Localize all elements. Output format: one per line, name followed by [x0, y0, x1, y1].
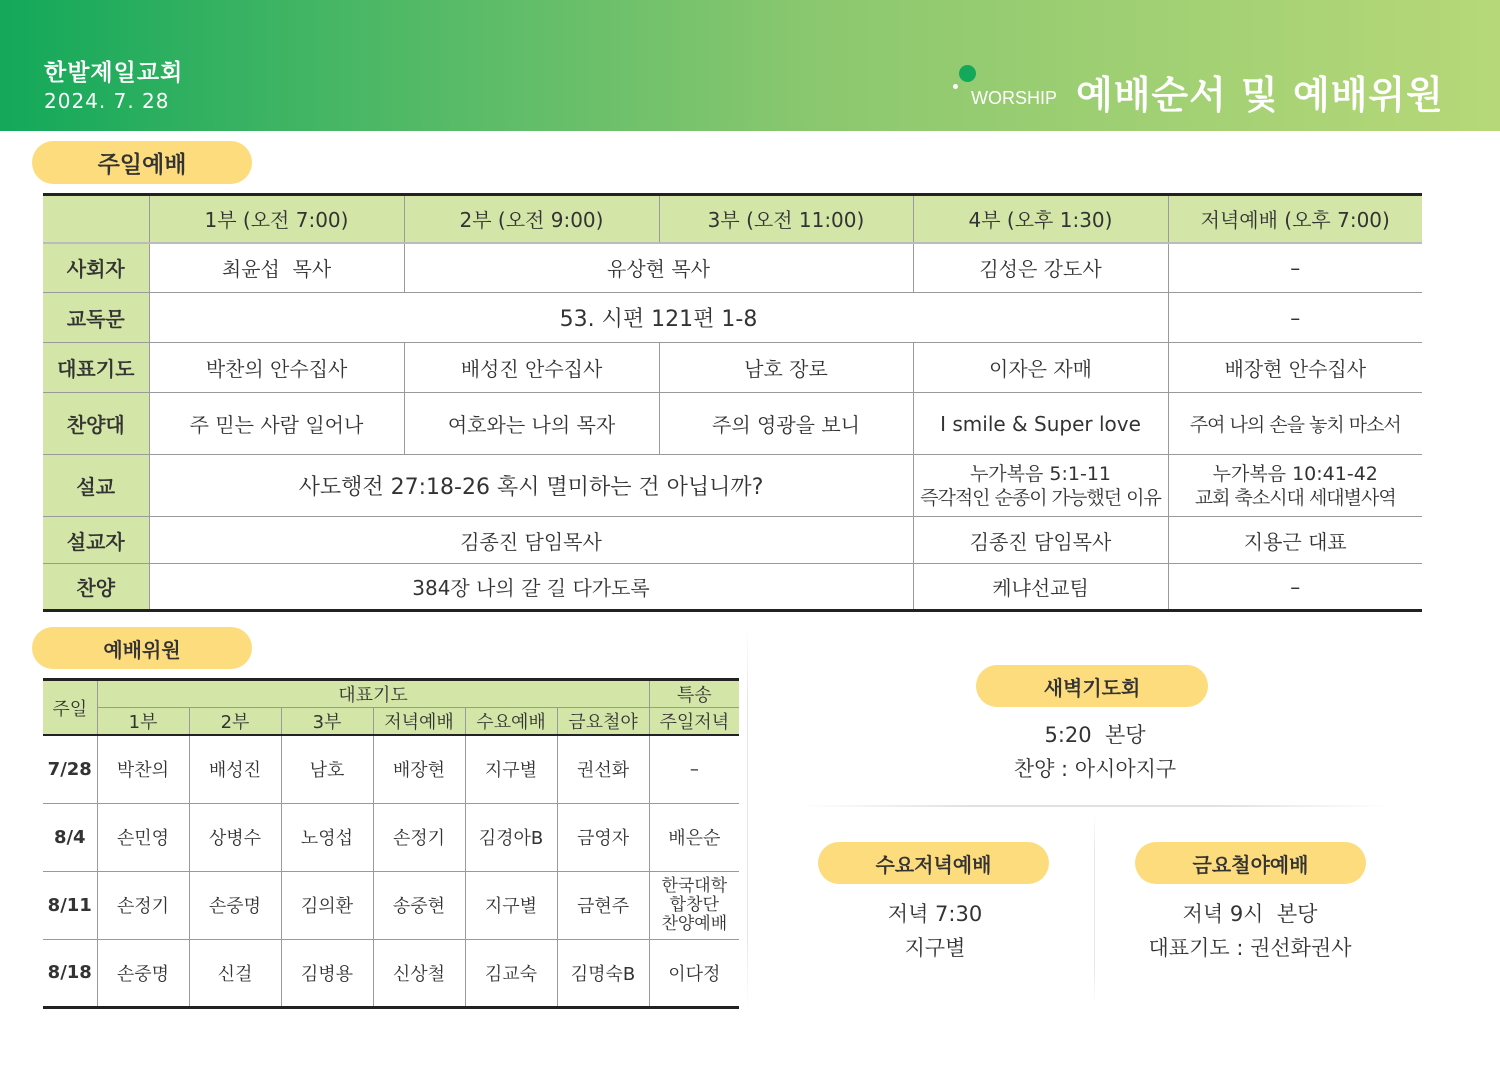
- table-cell: 금현주: [557, 871, 649, 939]
- white-dot-icon: [953, 84, 958, 89]
- sermon-title: 교회 축소시대 세대별사역: [1194, 486, 1396, 509]
- section-label-en: WORSHIP: [971, 88, 1058, 108]
- special-line: 합창단: [669, 894, 719, 915]
- table-row: [43, 455, 1422, 517]
- table-cell: –: [1168, 243, 1422, 293]
- column-header: 1부: [97, 708, 189, 736]
- table-cell: 김명숙B: [557, 939, 649, 1007]
- table-cell: 김병용: [281, 939, 373, 1007]
- table-row: [43, 564, 1422, 611]
- table-cell: 배장현 안수집사: [1168, 343, 1422, 393]
- table-cell: 김경아B: [465, 803, 557, 871]
- table-row: [43, 735, 739, 803]
- column-header: 2부 (오전 9:00): [404, 195, 659, 243]
- column-header: 주일저녁: [649, 708, 739, 736]
- table-cell: 여호와는 나의 목자: [404, 393, 659, 455]
- table-cell: 박찬의 안수집사: [149, 343, 404, 393]
- panel-divider: [747, 625, 748, 1010]
- table-cell: 유상현 목사: [404, 243, 913, 293]
- table-row: [43, 803, 739, 871]
- table-cell: 금영자: [557, 803, 649, 871]
- table-row: [43, 871, 739, 939]
- row-label: 사회자: [43, 243, 149, 293]
- table-cell: [649, 871, 739, 939]
- table-cell: 지용근 대표: [1168, 517, 1422, 564]
- table-cell: 남호: [281, 735, 373, 803]
- header-banner: [0, 0, 1500, 131]
- church-name: 한밭제일교회: [44, 60, 184, 86]
- friday-worship-heading: 금요철야예배: [1135, 842, 1366, 884]
- sermon-scripture: 누가복음 10:41-42: [1212, 462, 1378, 485]
- table-cell: 신걸: [189, 939, 281, 1007]
- friday-prayer: 대표기도 : 권선화권사: [1148, 936, 1352, 960]
- table-cell: 노영섭: [281, 803, 373, 871]
- table-cell: 손민영: [97, 803, 189, 871]
- column-header: 3부: [281, 708, 373, 736]
- row-label: 교독문: [43, 293, 149, 343]
- table-cell: 케냐선교팀: [913, 564, 1168, 611]
- column-header: 금요철야: [557, 708, 649, 736]
- dawn-prayer-heading: 새벽기도회: [976, 665, 1208, 707]
- date-cell: 7/28: [43, 735, 97, 803]
- table-cell: 지구별: [465, 735, 557, 803]
- table-cell: 이자은 자매: [913, 343, 1168, 393]
- row-label: 대표기도: [43, 343, 149, 393]
- committee-table: [43, 678, 739, 1009]
- wednesday-worship-heading: 수요저녁예배: [818, 842, 1049, 884]
- column-header: 2부: [189, 708, 281, 736]
- table-header-row: [43, 195, 1422, 243]
- sermon-scripture: 누가복음 5:1-11: [969, 462, 1112, 485]
- table-cell: 김종진 담임목사: [149, 517, 913, 564]
- table-cell: 손정기: [373, 803, 465, 871]
- committee-heading: 예배위원: [32, 627, 252, 669]
- row-label: 설교: [43, 455, 149, 517]
- wednesday-team: 지구별: [904, 936, 966, 960]
- column-header: 1부 (오전 7:00): [149, 195, 404, 243]
- table-cell: 상병수: [189, 803, 281, 871]
- table-cell: 권선화: [557, 735, 649, 803]
- column-divider: [1094, 815, 1095, 1005]
- table-cell: 박찬의: [97, 735, 189, 803]
- sermon-title: 즉각적인 순종이 가능했던 이유: [920, 486, 1161, 509]
- table-cell: 이다정: [649, 939, 739, 1007]
- table-cell: 손중명: [189, 871, 281, 939]
- table-header-row: [43, 708, 739, 736]
- table-cell: 주여 나의 손을 놓치 마소서: [1168, 393, 1422, 455]
- table-cell: I smile & Super love: [913, 393, 1168, 455]
- table-cell: [913, 455, 1168, 517]
- bulletin-date: 2024. 7. 28: [44, 89, 170, 113]
- table-cell: –: [1168, 564, 1422, 611]
- column-header: 저녁예배 (오후 7:00): [1168, 195, 1422, 243]
- sunday-worship-table: [43, 193, 1422, 612]
- table-row: [43, 517, 1422, 564]
- table-cell: 384장 나의 갈 길 다가도록: [149, 564, 913, 611]
- column-header: 주일: [43, 680, 97, 736]
- table-row: [43, 343, 1422, 393]
- dawn-prayer-info: [900, 718, 1290, 786]
- table-cell: –: [649, 735, 739, 803]
- table-cell: 주의 영광을 보니: [659, 393, 913, 455]
- date-cell: 8/4: [43, 803, 97, 871]
- date-cell: 8/18: [43, 939, 97, 1007]
- table-header-row: [43, 680, 739, 708]
- table-cell: 지구별: [465, 871, 557, 939]
- table-row: [43, 293, 1422, 343]
- friday-worship-info: [1110, 897, 1390, 965]
- column-header: 대표기도: [97, 680, 649, 708]
- table-cell: 김교숙: [465, 939, 557, 1007]
- corner-cell: [43, 195, 149, 243]
- friday-time: 저녁 9시 본당: [1182, 902, 1318, 926]
- horizontal-divider: [800, 805, 1390, 807]
- row-label: 찬양: [43, 564, 149, 611]
- table-row: [43, 393, 1422, 455]
- table-cell: 53. 시편 121편 1-8: [149, 293, 1168, 343]
- table-cell: 배성진 안수집사: [404, 343, 659, 393]
- column-header: 수요예배: [465, 708, 557, 736]
- dawn-time: 5:20 본당: [1044, 723, 1146, 747]
- table-cell: 최윤섭 목사: [149, 243, 404, 293]
- table-cell: 김성은 강도사: [913, 243, 1168, 293]
- column-header: 특송: [649, 680, 739, 708]
- column-header: 4부 (오후 1:30): [913, 195, 1168, 243]
- table-cell: –: [1168, 293, 1422, 343]
- table-cell: 송중현: [373, 871, 465, 939]
- table-cell: 신상철: [373, 939, 465, 1007]
- table-row: [43, 243, 1422, 293]
- row-label: 찬양대: [43, 393, 149, 455]
- section-title: 예배순서 및 예배위원: [1076, 73, 1444, 117]
- table-cell: 주 믿는 사람 일어나: [149, 393, 404, 455]
- special-line: 찬양예배: [661, 913, 728, 934]
- table-cell: 김종진 담임목사: [913, 517, 1168, 564]
- table-cell: 배성진: [189, 735, 281, 803]
- table-cell: [1168, 455, 1422, 517]
- special-line: 한국대학: [661, 875, 728, 896]
- wednesday-time: 저녁 7:30: [887, 902, 983, 926]
- table-cell: 김의환: [281, 871, 373, 939]
- wednesday-worship-info: [800, 897, 1070, 965]
- table-cell: 손중명: [97, 939, 189, 1007]
- dawn-praise: 찬양 : 아시아지구: [1013, 757, 1177, 781]
- column-header: 저녁예배: [373, 708, 465, 736]
- table-cell: 손정기: [97, 871, 189, 939]
- green-dot-icon: [959, 65, 976, 82]
- table-cell: 남호 장로: [659, 343, 913, 393]
- column-header: 3부 (오전 11:00): [659, 195, 913, 243]
- table-cell: 사도행전 27:18-26 혹시 멸미하는 건 아닙니까?: [149, 455, 913, 517]
- table-cell: 배장현: [373, 735, 465, 803]
- date-cell: 8/11: [43, 871, 97, 939]
- row-label: 설교자: [43, 517, 149, 564]
- sunday-worship-heading: 주일예배: [32, 141, 252, 184]
- table-cell: 배은순: [649, 803, 739, 871]
- table-row: [43, 939, 739, 1007]
